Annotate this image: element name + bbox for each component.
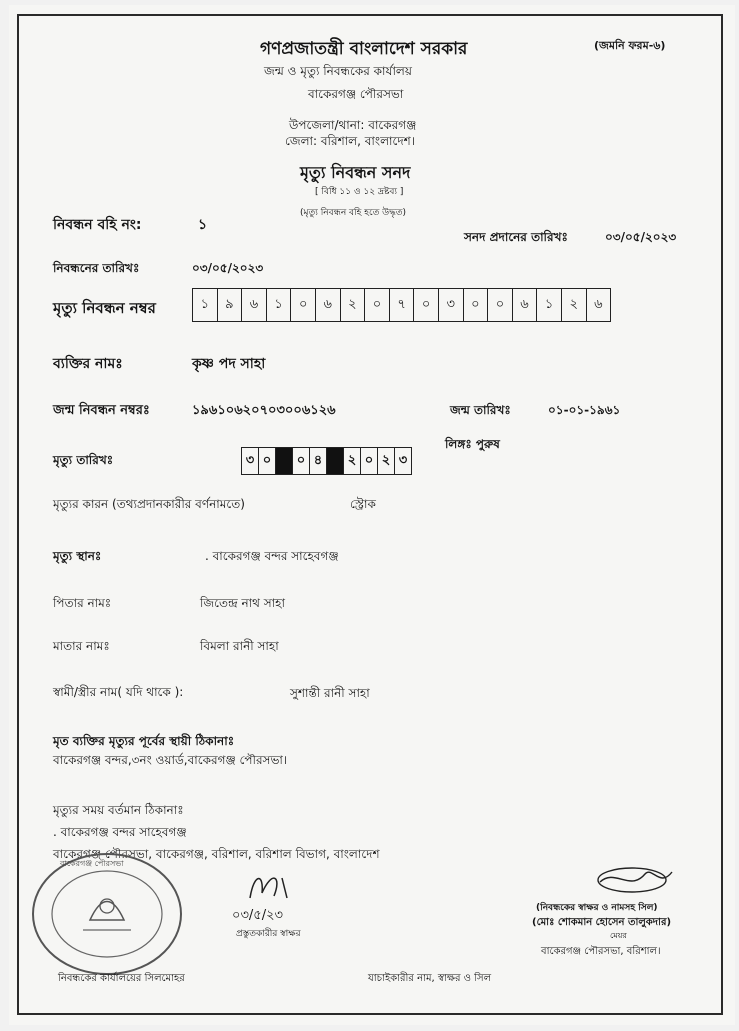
office-name: জন্ম ও মৃত্যু নিবন্ধকের কার্যালয় bbox=[264, 64, 412, 78]
death-reg-no-label: মৃত্যু নিবন্ধন নম্বর bbox=[53, 299, 156, 317]
father-value: জিতেন্দ্র নাথ সাহা bbox=[200, 596, 285, 610]
permanent-address-value: বাকেরগঞ্জ বন্দর,৩নং ওয়ার্ড,বাকেরগঞ্জ পৌরসভা। bbox=[53, 753, 288, 767]
name-label: ব্যক্তির নামঃ bbox=[53, 356, 123, 372]
mother-label: মাতার নামঃ bbox=[53, 639, 110, 653]
death-reg-no-boxes bbox=[192, 288, 611, 322]
registrar-signature bbox=[590, 858, 680, 896]
digit-box: ৬ bbox=[513, 289, 538, 321]
digit-box: ১ bbox=[267, 289, 292, 321]
form-number: (জমনি ফরম-৬) bbox=[594, 39, 666, 52]
digit-box: ৬ bbox=[242, 289, 267, 321]
registrar-sig-label: (নিবন্ধকের স্বাক্ষর ও নামসহ সিল) bbox=[536, 903, 658, 913]
place-value: . বাকেরগঞ্জ বন্দর সাহেবগঞ্জ bbox=[205, 549, 339, 563]
registrar-title: মেয়র bbox=[610, 931, 627, 940]
permanent-address-label: মৃত ব্যক্তির মৃত্যুর পূর্বের স্থায়ী ঠিকানাঃ bbox=[53, 734, 235, 748]
death-date-boxes bbox=[241, 447, 412, 475]
reg-date-value: ০৩/০৫/২০২৩ bbox=[192, 261, 264, 275]
digit-box: ০ bbox=[464, 289, 489, 321]
name-value: কৃষ্ণ পদ সাহা bbox=[192, 356, 266, 372]
birth-reg-value: ১৯৬১০৬২০৭০৩০০৬১২৬ bbox=[192, 403, 336, 418]
digit-box: ২ bbox=[562, 289, 587, 321]
certificate-title: মৃত্যু নিবন্ধন সনদ bbox=[300, 163, 411, 182]
digit-box: ২ bbox=[341, 289, 366, 321]
digit-box: ৩ bbox=[439, 289, 464, 321]
preparer-label: প্রস্তুতকারীর স্বাক্ষর bbox=[236, 929, 301, 939]
municipality-name: বাকেরগঞ্জ পৌরসভা bbox=[308, 87, 404, 101]
cause-label: মৃত্যুর কারন (তথ্যপ্রদানকারীর বর্ণনামতে) bbox=[53, 497, 245, 511]
issue-date-value: ০৩/০৫/২০২৩ bbox=[605, 230, 677, 244]
digit-box: ০ bbox=[488, 289, 513, 321]
govt-heading: গণপ্রজাতন্ত্রী বাংলাদেশ সরকার bbox=[260, 39, 468, 59]
digit-box: ৬ bbox=[594, 296, 603, 312]
digit-box: ০ bbox=[365, 289, 390, 321]
birth-reg-label: জন্ম নিবন্ধন নম্বরঃ bbox=[53, 403, 150, 418]
current-address-line1: . বাকেরগঞ্জ বন্দর সাহেবগঞ্জ bbox=[53, 825, 187, 839]
dob-value: ০১-০১-১৯৬১ bbox=[548, 403, 621, 417]
spouse-value: সুশান্তী রানী সাহা bbox=[290, 686, 370, 700]
digit-box: ৯ bbox=[218, 289, 243, 321]
upazila-line: উপজেলা/থানা: বাকেরগঞ্জ bbox=[289, 118, 417, 132]
date-digit-box: ০ bbox=[361, 448, 378, 474]
preparer-signature bbox=[242, 868, 312, 908]
digit-box: ১ bbox=[193, 289, 218, 321]
date-digit-box: ০ bbox=[293, 448, 310, 474]
source-note: (মৃত্যু নিবন্ধন বহি হতে উদ্ধৃত) bbox=[300, 208, 407, 218]
date-separator-box bbox=[276, 448, 293, 474]
death-date-label: মৃত্যু তারিখঃ bbox=[53, 453, 114, 467]
digit-box: ৬ bbox=[316, 289, 341, 321]
mother-value: বিমলা রানী সাহা bbox=[200, 639, 279, 653]
book-no-value: ১ bbox=[198, 217, 208, 233]
date-digit-box: ৩ bbox=[242, 448, 259, 474]
gender-line: লিঙ্গঃ পুরুষ bbox=[445, 437, 500, 451]
digit-box: ০ bbox=[291, 289, 316, 321]
preparer-date: ০৩/৫/২৩ bbox=[232, 908, 284, 923]
father-label: পিতার নামঃ bbox=[53, 596, 112, 610]
date-digit-box: ০ bbox=[259, 448, 276, 474]
current-address-line2: বাকেরগঞ্জ পৌরসভা, বাকেরগঞ্জ, বরিশাল, বরিশাল বিভাগ, বাংলাদেশ bbox=[53, 847, 380, 861]
issue-date-label: সনদ প্রদানের তারিখঃ bbox=[464, 230, 568, 244]
place-label: মৃত্যু স্থানঃ bbox=[53, 549, 102, 563]
date-digit-box: ৩ bbox=[398, 452, 408, 468]
cause-value: স্ট্রোক bbox=[350, 497, 376, 511]
office-seal-label: নিবন্ধকের কার্যালয়ের সিলমোহর bbox=[58, 973, 185, 984]
date-digit-box: ৪ bbox=[310, 448, 327, 474]
digit-box: ১ bbox=[537, 289, 562, 321]
digit-box: ০ bbox=[414, 289, 439, 321]
reg-date-label: নিবন্ধনের তারিখঃ bbox=[53, 261, 140, 275]
stamp-text: বাকেরগঞ্জ পৌরসভা bbox=[60, 859, 124, 868]
date-digit-box: ২ bbox=[378, 448, 395, 474]
current-address-label: মৃত্যুর সময় বর্তমান ঠিকানাঃ bbox=[53, 803, 184, 817]
registrar-name: (মোঃ শোকমান হোসেন তালুকদার) bbox=[532, 917, 672, 928]
verifier-label: যাচাইকারীর নাম, স্বাক্ষর ও সিল bbox=[368, 973, 492, 984]
registrar-office: বাকেরগঞ্জ পৌরসভা, বরিশাল। bbox=[541, 946, 661, 957]
rule-reference: [ বিধি ১১ ও ১২ দ্রষ্টব্য ] bbox=[315, 187, 404, 197]
spouse-label: স্বামী/স্ত্রীর নাম( যদি থাকে ): bbox=[53, 685, 184, 699]
digit-box: ৭ bbox=[390, 289, 415, 321]
date-digit-box: ২ bbox=[344, 448, 361, 474]
dob-label: জন্ম তারিখঃ bbox=[450, 403, 511, 417]
district-line: জেলা: বরিশাল, বাংলাদেশ। bbox=[285, 134, 416, 148]
book-no-label: নিবন্ধন বহি নং: bbox=[53, 217, 142, 233]
date-separator-box bbox=[327, 448, 344, 474]
